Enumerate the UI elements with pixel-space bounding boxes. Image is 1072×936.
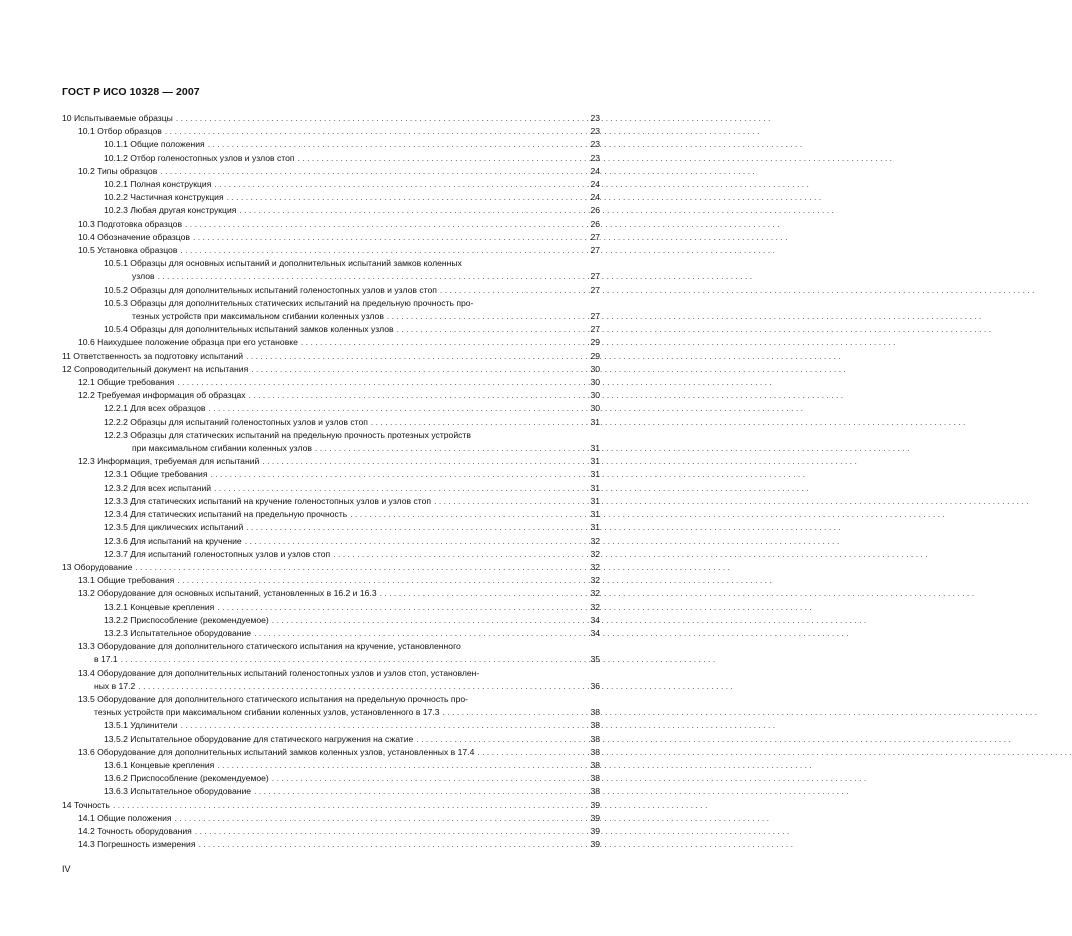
dot-leader xyxy=(262,455,581,468)
toc-entry-title: 10.2.1 Полная конструкция xyxy=(104,179,212,190)
toc-entry-title-continuation: тезных устройств при максимальном сгибании коленных узлов, установленного в 17.3 xyxy=(94,707,440,718)
dot-leader xyxy=(181,719,581,732)
toc-entry[interactable] xyxy=(62,429,600,455)
dot-leader xyxy=(214,178,581,191)
dot-leader xyxy=(217,759,581,772)
dot-leader xyxy=(350,508,581,521)
toc-entry-title: 10.4 Обозначение образцов xyxy=(78,231,190,242)
toc-page-number: 35 xyxy=(590,654,600,665)
toc-entry[interactable] xyxy=(62,165,600,178)
dot-leader xyxy=(185,218,581,231)
toc-entry[interactable] xyxy=(62,812,600,825)
dot-leader xyxy=(387,310,581,323)
dot-leader xyxy=(380,587,581,600)
dot-leader xyxy=(254,785,581,798)
toc-page-number: 31 xyxy=(590,482,600,493)
toc-entry[interactable] xyxy=(62,799,600,812)
toc-page-number: 29 xyxy=(590,350,600,361)
toc-entry[interactable] xyxy=(62,363,600,376)
toc-entry[interactable] xyxy=(62,152,600,165)
toc-entry-title: 10.3 Подготовка образцов xyxy=(78,218,183,229)
dot-leader xyxy=(177,376,581,389)
toc-entry[interactable] xyxy=(62,561,600,574)
toc-entry[interactable] xyxy=(62,838,600,851)
toc-entry-title: 13.5 Оборудование для дополнительного статического испытания на предельную прочность про- xyxy=(78,693,468,704)
toc-entry-title: 12.2 Требуемая информация об образцах xyxy=(78,390,246,401)
dot-leader xyxy=(158,270,581,283)
toc-page-number: 32 xyxy=(590,575,600,586)
toc-page-number: 32 xyxy=(590,561,600,572)
toc-entry-title-continuation: при максимальном сгибании коленных узлов xyxy=(132,443,312,454)
toc-entry[interactable] xyxy=(62,482,600,495)
dot-leader xyxy=(175,812,581,825)
toc-entry-title: 13.4 Оборудование для дополнительных испытаний голеностопных узлов и узлов стоп, установлен- xyxy=(78,667,480,678)
toc-page-number: 27 xyxy=(590,324,600,335)
toc-entry-title: 14.3 Погрешность измерения xyxy=(78,839,196,850)
toc-entry-title: 10.2 Типы образцов xyxy=(78,165,158,176)
dot-leader xyxy=(249,389,581,402)
toc-entry-title: 12.3.4 Для статических испытаний на предельную прочность xyxy=(104,509,348,520)
toc-entry[interactable] xyxy=(62,601,600,614)
toc-page-number: 38 xyxy=(590,707,600,718)
toc-entry-title: 13.6.1 Концевые крепления xyxy=(104,759,215,770)
dot-leader xyxy=(245,535,581,548)
toc-entry-title: 12 Сопроводительный документ на испытания xyxy=(62,363,249,374)
toc-page-number: 38 xyxy=(590,759,600,770)
dot-leader xyxy=(210,468,581,481)
toc-entry[interactable] xyxy=(62,112,600,125)
dot-leader xyxy=(135,561,581,574)
dot-leader xyxy=(416,733,581,746)
dot-leader xyxy=(333,548,581,561)
toc-entry[interactable] xyxy=(62,574,600,587)
dot-leader xyxy=(113,799,581,812)
toc-entry-title: 10.5 Установка образцов xyxy=(78,245,178,256)
toc-entry-title: 10.5.4 Образцы для дополнительных испытаний замков коленных узлов xyxy=(104,324,394,335)
dot-leader xyxy=(246,350,581,363)
toc-entry-title: 13.2 Оборудование для основных испытаний, установленных в 16.2 и 16.3 xyxy=(78,588,377,599)
dot-leader xyxy=(217,601,581,614)
toc-entry[interactable] xyxy=(62,178,600,191)
toc-entry-title: 13.2.3 Испытательное оборудование xyxy=(104,627,252,638)
toc-entry[interactable] xyxy=(62,336,600,349)
toc-entry-title: 12.3.2 Для всех испытаний xyxy=(104,482,212,493)
toc-entry-title: 12.3.7 Для испытаний голеностопных узлов и узлов стоп xyxy=(104,548,331,559)
toc-entry-title: 10.2.3 Любая другая конструкция xyxy=(104,205,237,216)
toc-page-number: 34 xyxy=(590,614,600,625)
dot-leader xyxy=(180,244,581,257)
toc-page-number: 24 xyxy=(590,165,600,176)
toc-page-number: 38 xyxy=(590,746,600,757)
toc-entry-title: 13.2.1 Концевые крепления xyxy=(104,601,215,612)
toc-entry[interactable] xyxy=(62,719,600,732)
toc-page-number: 31 xyxy=(590,522,600,533)
toc-entry[interactable] xyxy=(62,627,600,640)
toc-entry[interactable] xyxy=(62,218,600,231)
dot-leader xyxy=(138,680,581,693)
toc-page-number: 31 xyxy=(590,456,600,467)
dot-leader xyxy=(208,402,581,415)
toc-entry-title: 13 Оборудование xyxy=(62,561,133,572)
toc-page-number: 27 xyxy=(590,311,600,322)
table-of-contents xyxy=(62,112,600,851)
toc-page-number: 39 xyxy=(590,799,600,810)
toc-page-number: 27 xyxy=(590,245,600,256)
toc-page-number: 24 xyxy=(590,192,600,203)
toc-entry[interactable] xyxy=(62,535,600,548)
toc-entry-title: 10.6 Наихудшее положение образца при его установке xyxy=(78,337,298,348)
dot-leader xyxy=(251,363,581,376)
toc-entry-title: 10.5.2 Образцы для дополнительных испытаний голеностопных узлов и узлов стоп xyxy=(104,284,437,295)
dot-leader xyxy=(371,416,581,429)
dot-leader xyxy=(160,165,581,178)
toc-entry[interactable] xyxy=(62,548,600,561)
toc-entry[interactable] xyxy=(62,297,600,323)
dot-leader xyxy=(121,653,581,666)
toc-entry-title: 12.3 Информация, требуемая для испытаний xyxy=(78,456,260,467)
toc-page-number: 31 xyxy=(590,509,600,520)
toc-entry-title: 12.3.3 Для статических испытаний на кручение голеностопных узлов и узлов стоп xyxy=(104,495,432,506)
toc-entry-title: 12.2.3 Образцы для статических испытаний на предельную прочность протезных устройств xyxy=(104,429,471,440)
toc-entry[interactable] xyxy=(62,416,600,429)
toc-page-number: 39 xyxy=(590,839,600,850)
toc-page-number: 27 xyxy=(590,284,600,295)
toc-entry-title-continuation: ных в 17.2 xyxy=(94,680,136,691)
dot-leader xyxy=(193,231,581,244)
toc-page-number: 31 xyxy=(590,416,600,427)
toc-entry-title: 13.2.2 Приспособление (рекомендуемое) xyxy=(104,614,269,625)
toc-entry-title: 12.3.5 Для циклических испытаний xyxy=(104,522,244,533)
toc-entry[interactable] xyxy=(62,693,600,719)
toc-page-number: 38 xyxy=(590,733,600,744)
toc-entry-title: 14.2 Точность оборудования xyxy=(78,825,192,836)
dot-leader xyxy=(176,112,581,125)
toc-page-number: 26 xyxy=(590,218,600,229)
toc-entry[interactable] xyxy=(62,257,600,283)
toc-page-number: 32 xyxy=(590,535,600,546)
dot-leader xyxy=(214,482,581,495)
toc-entry-title-continuation: в 17.1 xyxy=(94,654,118,665)
toc-page-number: 38 xyxy=(590,786,600,797)
toc-page-number: 38 xyxy=(590,773,600,784)
dot-leader xyxy=(198,838,581,851)
toc-page-number: 36 xyxy=(590,680,600,691)
toc-entry[interactable] xyxy=(62,614,600,627)
toc-page-number: 26 xyxy=(590,205,600,216)
toc-page-number: 38 xyxy=(590,720,600,731)
dot-leader xyxy=(227,191,581,204)
toc-page-number: 32 xyxy=(590,588,600,599)
toc-page-number: 27 xyxy=(590,231,600,242)
toc-entry-title: 12.3.6 Для испытаний на кручение xyxy=(104,535,242,546)
dot-leader xyxy=(477,746,581,759)
toc-entry-title: 13.5.2 Испытательное оборудование для статического нагружения на сжатие xyxy=(104,733,414,744)
toc-entry-title: 13.6.2 Приспособление (рекомендуемое) xyxy=(104,773,269,784)
toc-entry-title: 10.1.2 Отбор голеностопных узлов и узлов стоп xyxy=(104,152,295,163)
dot-leader xyxy=(272,614,581,627)
toc-page-number: 39 xyxy=(590,812,600,823)
toc-entry-title: 12.2.1 Для всех образцов xyxy=(104,403,206,414)
toc-page-number: 39 xyxy=(590,825,600,836)
toc-entry[interactable] xyxy=(62,785,600,798)
toc-entry[interactable] xyxy=(62,508,600,521)
toc-entry[interactable] xyxy=(62,640,600,666)
dot-leader xyxy=(301,336,581,349)
toc-entry-title: 10.1.1 Общие положения xyxy=(104,139,205,150)
toc-entry-title: 12.1 Общие требования xyxy=(78,377,175,388)
toc-entry[interactable] xyxy=(62,244,600,257)
toc-entry-title: 13.3 Оборудование для дополнительного статического испытания на кручение, установленного xyxy=(78,641,461,652)
dot-leader xyxy=(315,442,581,455)
toc-page-number: 30 xyxy=(590,377,600,388)
toc-entry[interactable] xyxy=(62,587,600,600)
toc-page-number: 23 xyxy=(590,126,600,137)
toc-entry-title: 10.1 Отбор образцов xyxy=(78,126,162,137)
toc-page-number: 30 xyxy=(590,403,600,414)
dot-leader xyxy=(272,772,581,785)
toc-entry-title: 10 Испытываемые образцы xyxy=(62,113,173,123)
document-header: ГОСТ Р ИСО 10328 — 2007 xyxy=(62,86,200,98)
dot-leader xyxy=(177,574,581,587)
toc-entry[interactable] xyxy=(62,284,600,297)
toc-page-number: 32 xyxy=(590,548,600,559)
toc-entry[interactable] xyxy=(62,402,600,415)
dot-leader xyxy=(239,204,581,217)
toc-page-number: 34 xyxy=(590,627,600,638)
toc-entry[interactable] xyxy=(62,389,600,402)
toc-entry-title: 10.2.2 Частичная конструкция xyxy=(104,192,224,203)
toc-entry-title: 13.6 Оборудование для дополнительных испытаний замков коленных узлов, установленных в 17.4 xyxy=(78,746,475,757)
toc-page-number: 31 xyxy=(590,495,600,506)
toc-page-number: 30 xyxy=(590,390,600,401)
dot-leader xyxy=(434,495,581,508)
toc-page-number: 32 xyxy=(590,601,600,612)
toc-page-number: 29 xyxy=(590,337,600,348)
toc-entry-title: 11 Ответственность за подготовку испытаний xyxy=(62,350,244,361)
toc-page-number: 23 xyxy=(590,152,600,163)
dot-leader xyxy=(246,521,581,534)
toc-entry[interactable] xyxy=(62,455,600,468)
toc-entry[interactable] xyxy=(62,759,600,772)
toc-entry-title: 14.1 Общие положения xyxy=(78,812,172,823)
dot-leader xyxy=(254,627,581,640)
toc-entry-title: 10.5.1 Образцы для основных испытаний и дополнительных испытаний замков коленных xyxy=(104,258,462,269)
dot-leader xyxy=(298,152,581,165)
toc-entry-title: 13.5.1 Удлинители xyxy=(104,720,178,731)
toc-entry[interactable] xyxy=(62,204,600,217)
toc-entry[interactable] xyxy=(62,667,600,693)
toc-entry[interactable] xyxy=(62,733,600,746)
toc-page-number: 24 xyxy=(590,179,600,190)
toc-entry[interactable] xyxy=(62,191,600,204)
dot-leader xyxy=(443,706,581,719)
toc-entry[interactable] xyxy=(62,323,600,336)
toc-entry-title-continuation: тезных устройств при максимальном сгибании коленных узлов xyxy=(132,311,384,322)
toc-entry-title: 14 Точность xyxy=(62,799,110,810)
toc-entry[interactable] xyxy=(62,772,600,785)
dot-leader xyxy=(195,825,581,838)
page-number: IV xyxy=(62,864,71,874)
toc-entry[interactable] xyxy=(62,495,600,508)
dot-leader xyxy=(165,125,581,138)
toc-entry-title: 12.2.2 Образцы для испытаний голеностопных узлов и узлов стоп xyxy=(104,416,368,427)
toc-entry[interactable] xyxy=(62,825,600,838)
toc-entry-title: 12.3.1 Общие требования xyxy=(104,469,208,480)
toc-entry[interactable] xyxy=(62,521,600,534)
toc-entry[interactable] xyxy=(62,468,600,481)
toc-entry-title: 13.6.3 Испытательное оборудование xyxy=(104,786,252,797)
toc-page-number: 23 xyxy=(590,113,600,123)
toc-page-number: 30 xyxy=(590,363,600,374)
dot-leader xyxy=(440,284,581,297)
toc-entry[interactable] xyxy=(62,125,600,138)
toc-page-number: 27 xyxy=(590,271,600,282)
toc-page-number: 31 xyxy=(590,443,600,454)
toc-entry[interactable] xyxy=(62,746,600,759)
toc-entry[interactable] xyxy=(62,376,600,389)
toc-entry-title-continuation: узлов xyxy=(132,271,155,282)
toc-page-number: 23 xyxy=(590,139,600,150)
toc-entry[interactable] xyxy=(62,350,600,363)
toc-entry-title: 10.5.3 Образцы для дополнительных статических испытаний на предельную прочность про- xyxy=(104,297,474,308)
toc-entry-title: 13.1 Общие требования xyxy=(78,575,175,586)
toc-entry[interactable] xyxy=(62,231,600,244)
toc-entry[interactable] xyxy=(62,138,600,151)
toc-page-number: 31 xyxy=(590,469,600,480)
dot-leader xyxy=(397,323,581,336)
dot-leader xyxy=(208,138,581,151)
